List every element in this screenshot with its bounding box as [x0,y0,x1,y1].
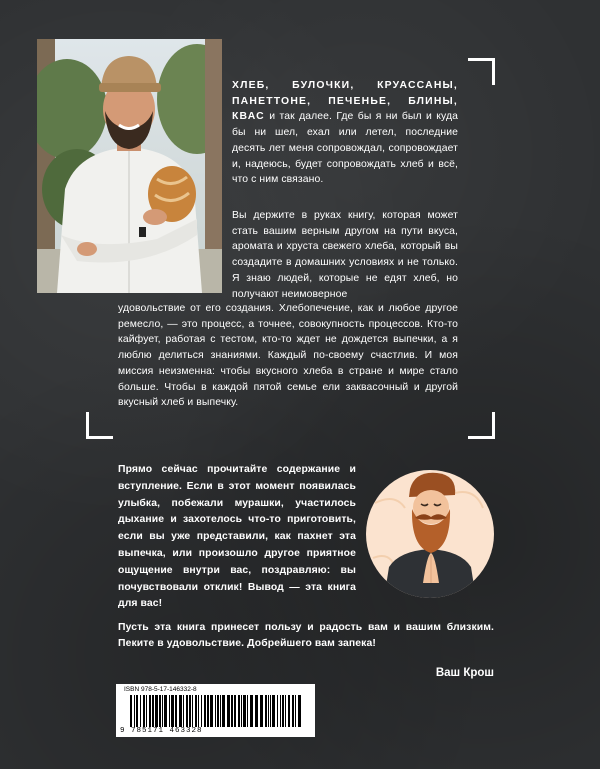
isbn-barcode-box [116,684,315,737]
chef-illustration [365,463,495,605]
call-to-action-paragraph: Прямо сейчас прочитайте содержание и вступление. Если в этот момент появилась улыбка, побежали мурашки, участилось дыхание и захотелось что-то приготовить, если вы уже представили, как пахнет эта выпечка, или произошло другое приятное ощущение внутри вас, поздравляю: вы почувствовали отклик! Вывод — эта книга для вас! [118,464,356,610]
corner-bracket-bottom-left [86,412,113,439]
intro-lead-text: ХЛЕБ, БУЛОЧКИ, КРУАССАНЫ, ПАНЕТТОНЕ, ПЕЧЕНЬЕ, БЛИНЫ, КВАС [232,80,458,123]
author-signature: Ваш Крош [435,667,494,679]
barcode-image [120,695,310,727]
book-description-part-b: удовольствие от его создания. Хлебопечение, как и любое другое ремесло, — это процесс, а точнее, совокупность процессов. Кто-то кайфует, работая с тестом, кто-то ждет не дождется выпечки, а я люблю делиться знаниями. Каждый по-своему счастлив. И моя миссия неизменна: чтобы вкусного хлеба в стране и мире стало больше. Чтобы в каждой пятой семье ели заквасочный и другой вкусный хлеб и выпечку. [118,303,458,409]
intro-paragraph [232,78,458,188]
closing-paragraph: Пусть эта книга принесет пользу и радость вам и вашим близким. Пеките в удовольствие. Добрейшего вам запека! [118,622,494,649]
book-description-part-a: Вы держите в руках книгу, которая может стать вашим верным другом на пути вкуса, аромата и хруста свежего хлеба, который вы создадите в домашних условиях и не только. Я знаю людей, которые не едят хлеб, но получают неимоверное [232,210,458,300]
corner-bracket-bottom-right [468,412,495,439]
author-photo [37,39,222,293]
corner-bracket-top-right [468,58,495,85]
intro-rest-text: и так далее. Где бы я ни был и куда бы ни шел, ехал или летел, последние десять лет меня сопровождал, сопровождает и, надеюсь, будет сопровождать хлеб и всё, что с ним связано. [232,111,458,186]
barcode-digits: 9 785171 463328 [120,727,203,735]
isbn-label: ISBN 978-5-17-146332-8 [124,686,197,693]
